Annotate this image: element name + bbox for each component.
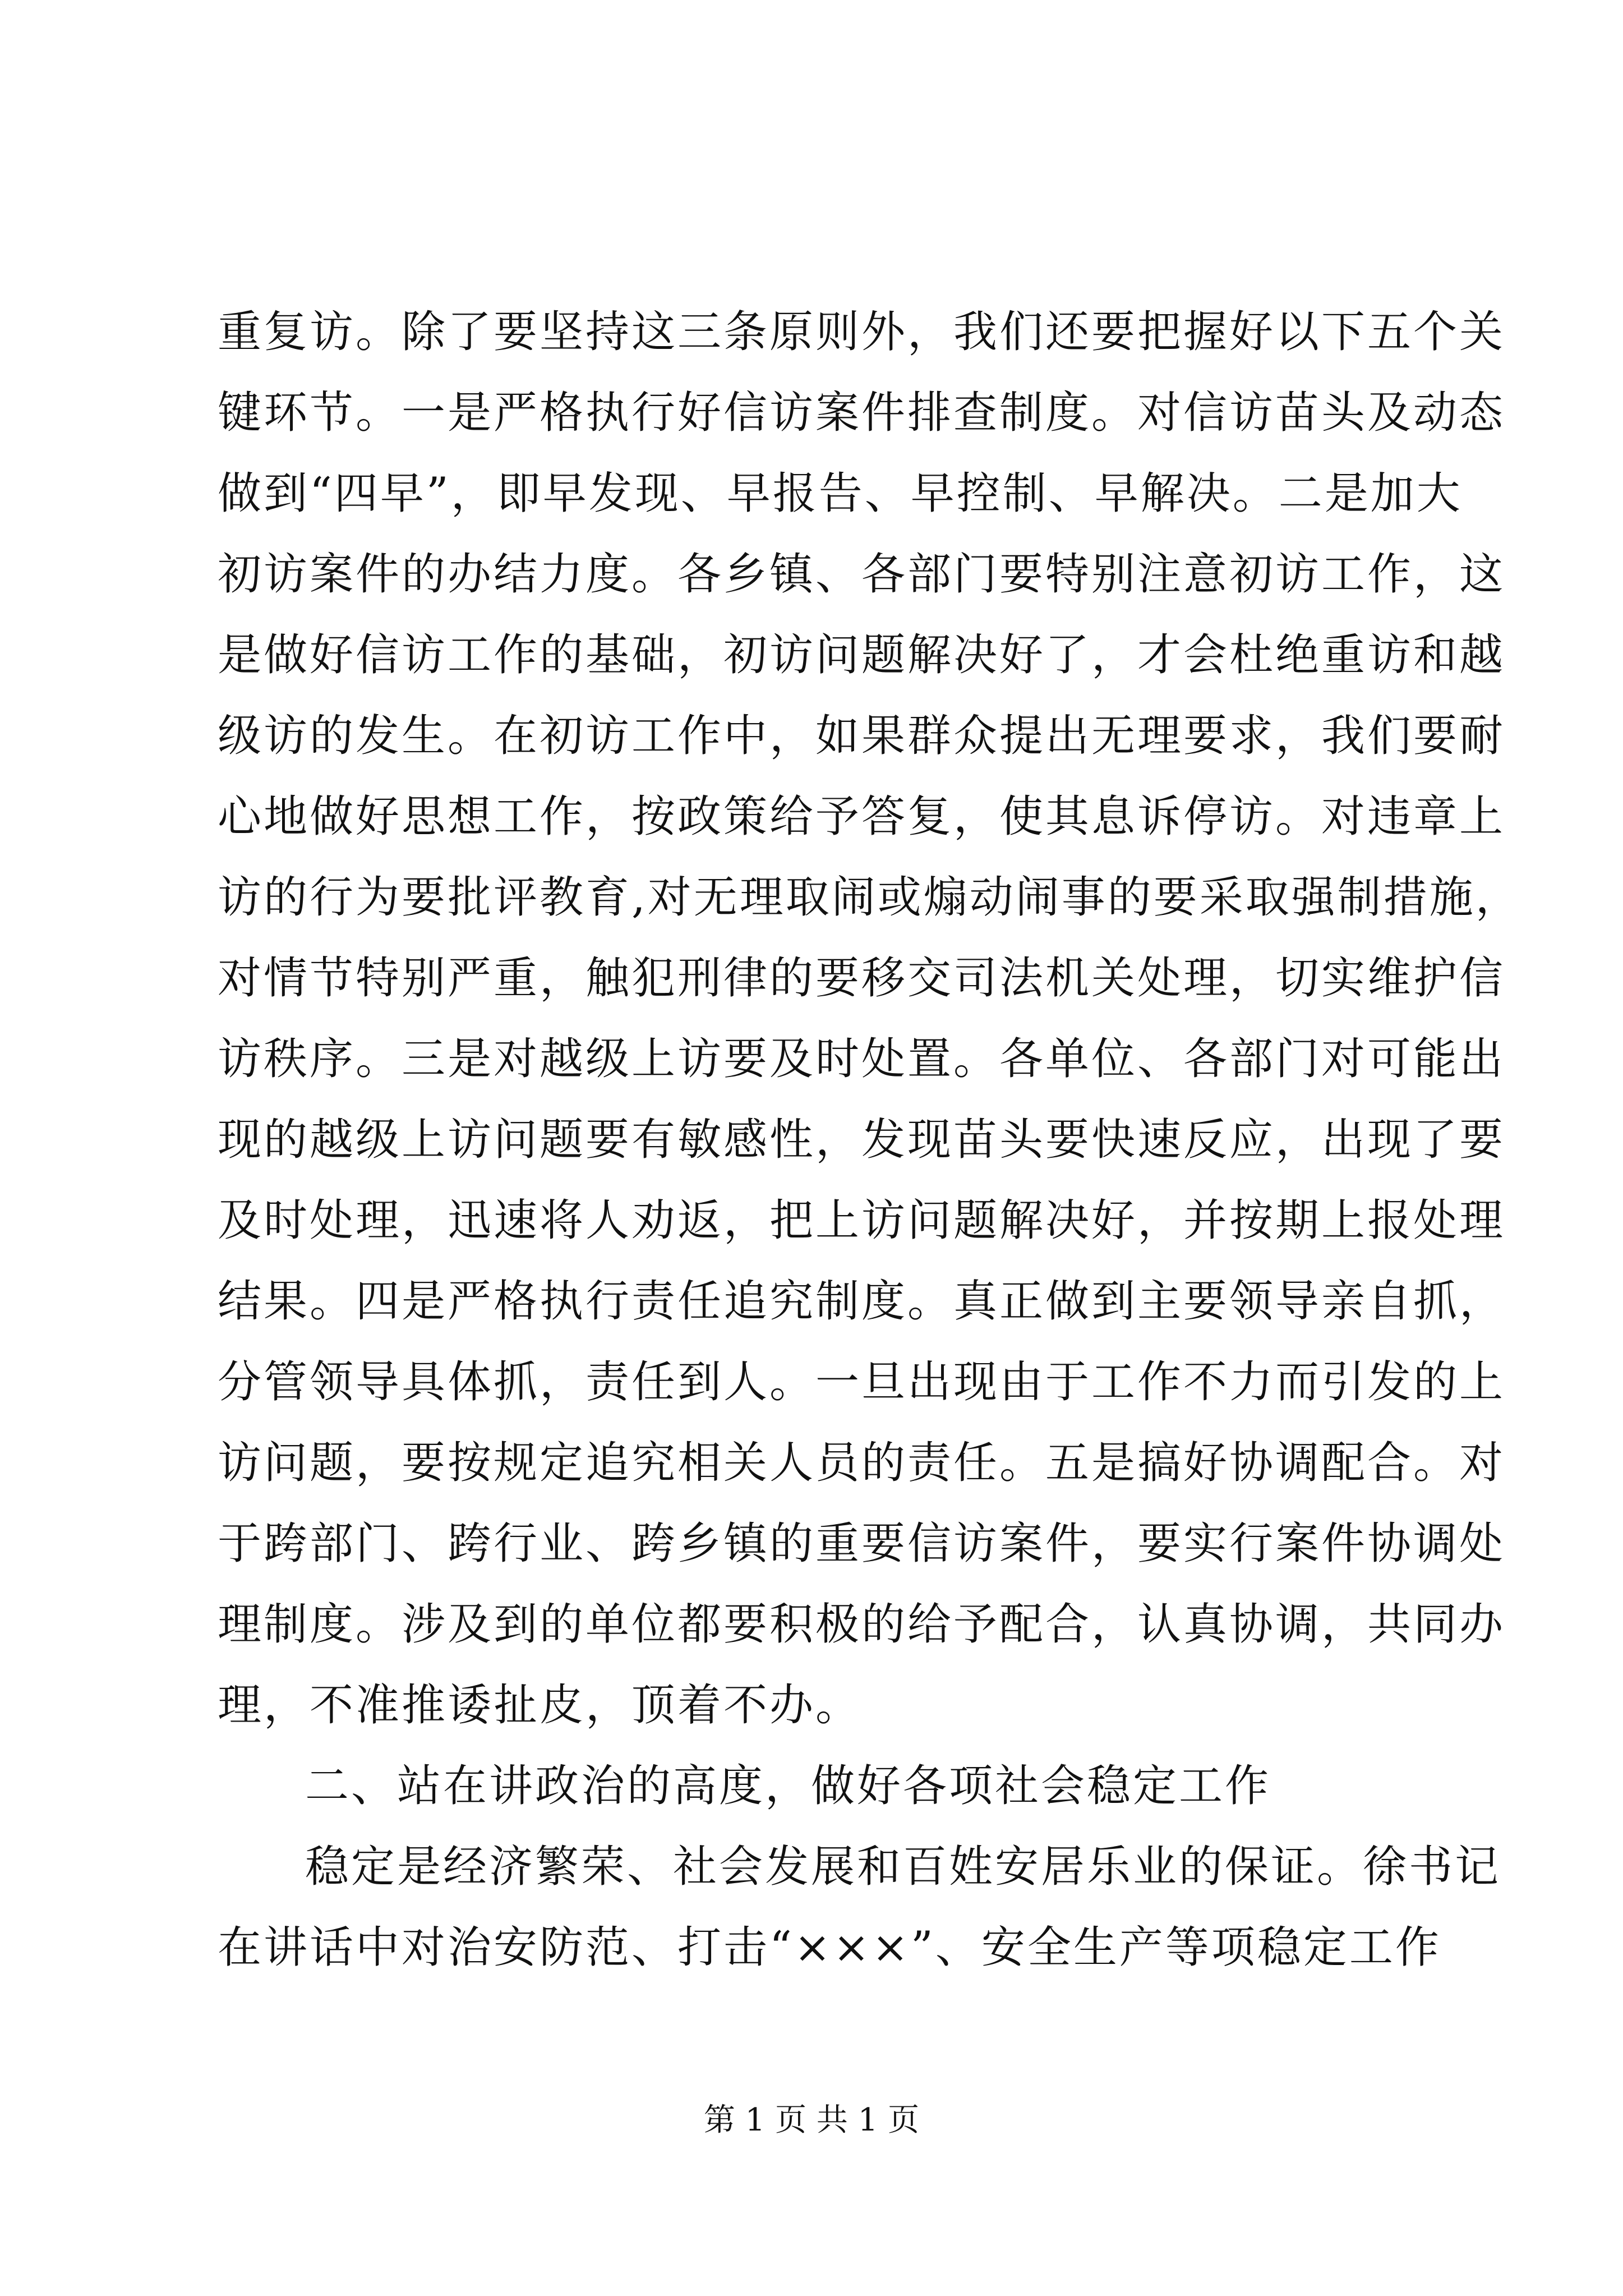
text-line: 级访的发生。在初访工作中，如果群众提出无理要求，我们要耐 xyxy=(218,711,1506,761)
text-line: 键环节。一是严格执行好信访案件排查制度。对信访苗头及动态 xyxy=(218,388,1506,438)
text-line: 稳定是经济繁荣、社会发展和百姓安居乐业的保证。徐书记 xyxy=(305,1842,1501,1892)
text-line: 初访案件的办结力度。各乡镇、各部门要特别注意初访工作，这 xyxy=(218,549,1506,600)
text-line: 访秩序。三是对越级上访要及时处置。各单位、各部门对可能出 xyxy=(218,1034,1506,1084)
document-body xyxy=(218,292,1521,1988)
section-heading: 二、站在讲政治的高度，做好各项社会稳定工作 xyxy=(305,1761,1271,1811)
page-footer: 第 1 页 共 1 页 xyxy=(703,2102,920,2138)
text-line: 做到“四早”，即早发现、早报告、早控制、早解决。二是加大 xyxy=(218,468,1463,519)
text-line: 于跨部门、跨行业、跨乡镇的重要信访案件，要实行案件协调处 xyxy=(218,1519,1506,1569)
text-line: 现的越级上访问题要有敏感性，发现苗头要快速反应，出现了要 xyxy=(218,1115,1506,1165)
text-line: 心地做好思想工作，按政策给予答复，使其息诉停访。对违章上 xyxy=(218,792,1506,842)
text-line: 重复访。除了要坚持这三条原则外，我们还要把握好以下五个关 xyxy=(218,307,1506,357)
text-line: 在讲话中对治安防范、打击“×××”、安全生产等项稳定工作 xyxy=(218,1922,1441,1973)
text-line: 理，不准推诿扯皮，顶着不办。 xyxy=(218,1680,862,1731)
text-line: 是做好信访工作的基础，初访问题解决好了，才会杜绝重访和越 xyxy=(218,630,1506,680)
text-line: 结果。四是严格执行责任追究制度。真正做到主要领导亲自抓， xyxy=(218,1276,1506,1327)
text-line: 访的行为要批评教育,对无理取闹或煽动闹事的要采取强制措施， xyxy=(218,872,1521,923)
text-line: 访问题，要按规定追究相关人员的责任。五是搞好协调配合。对 xyxy=(218,1438,1506,1488)
text-line: 分管领导具体抓，责任到人。一旦出现由于工作不力而引发的上 xyxy=(218,1357,1506,1407)
text-line: 对情节特别严重，触犯刑律的要移交司法机关处理，切实维护信 xyxy=(218,953,1506,1004)
text-line: 及时处理，迅速将人劝返，把上访问题解决好，并按期上报处理 xyxy=(218,1195,1506,1246)
text-line: 理制度。涉及到的单位都要积极的给予配合，认真协调，共同办 xyxy=(218,1599,1506,1650)
